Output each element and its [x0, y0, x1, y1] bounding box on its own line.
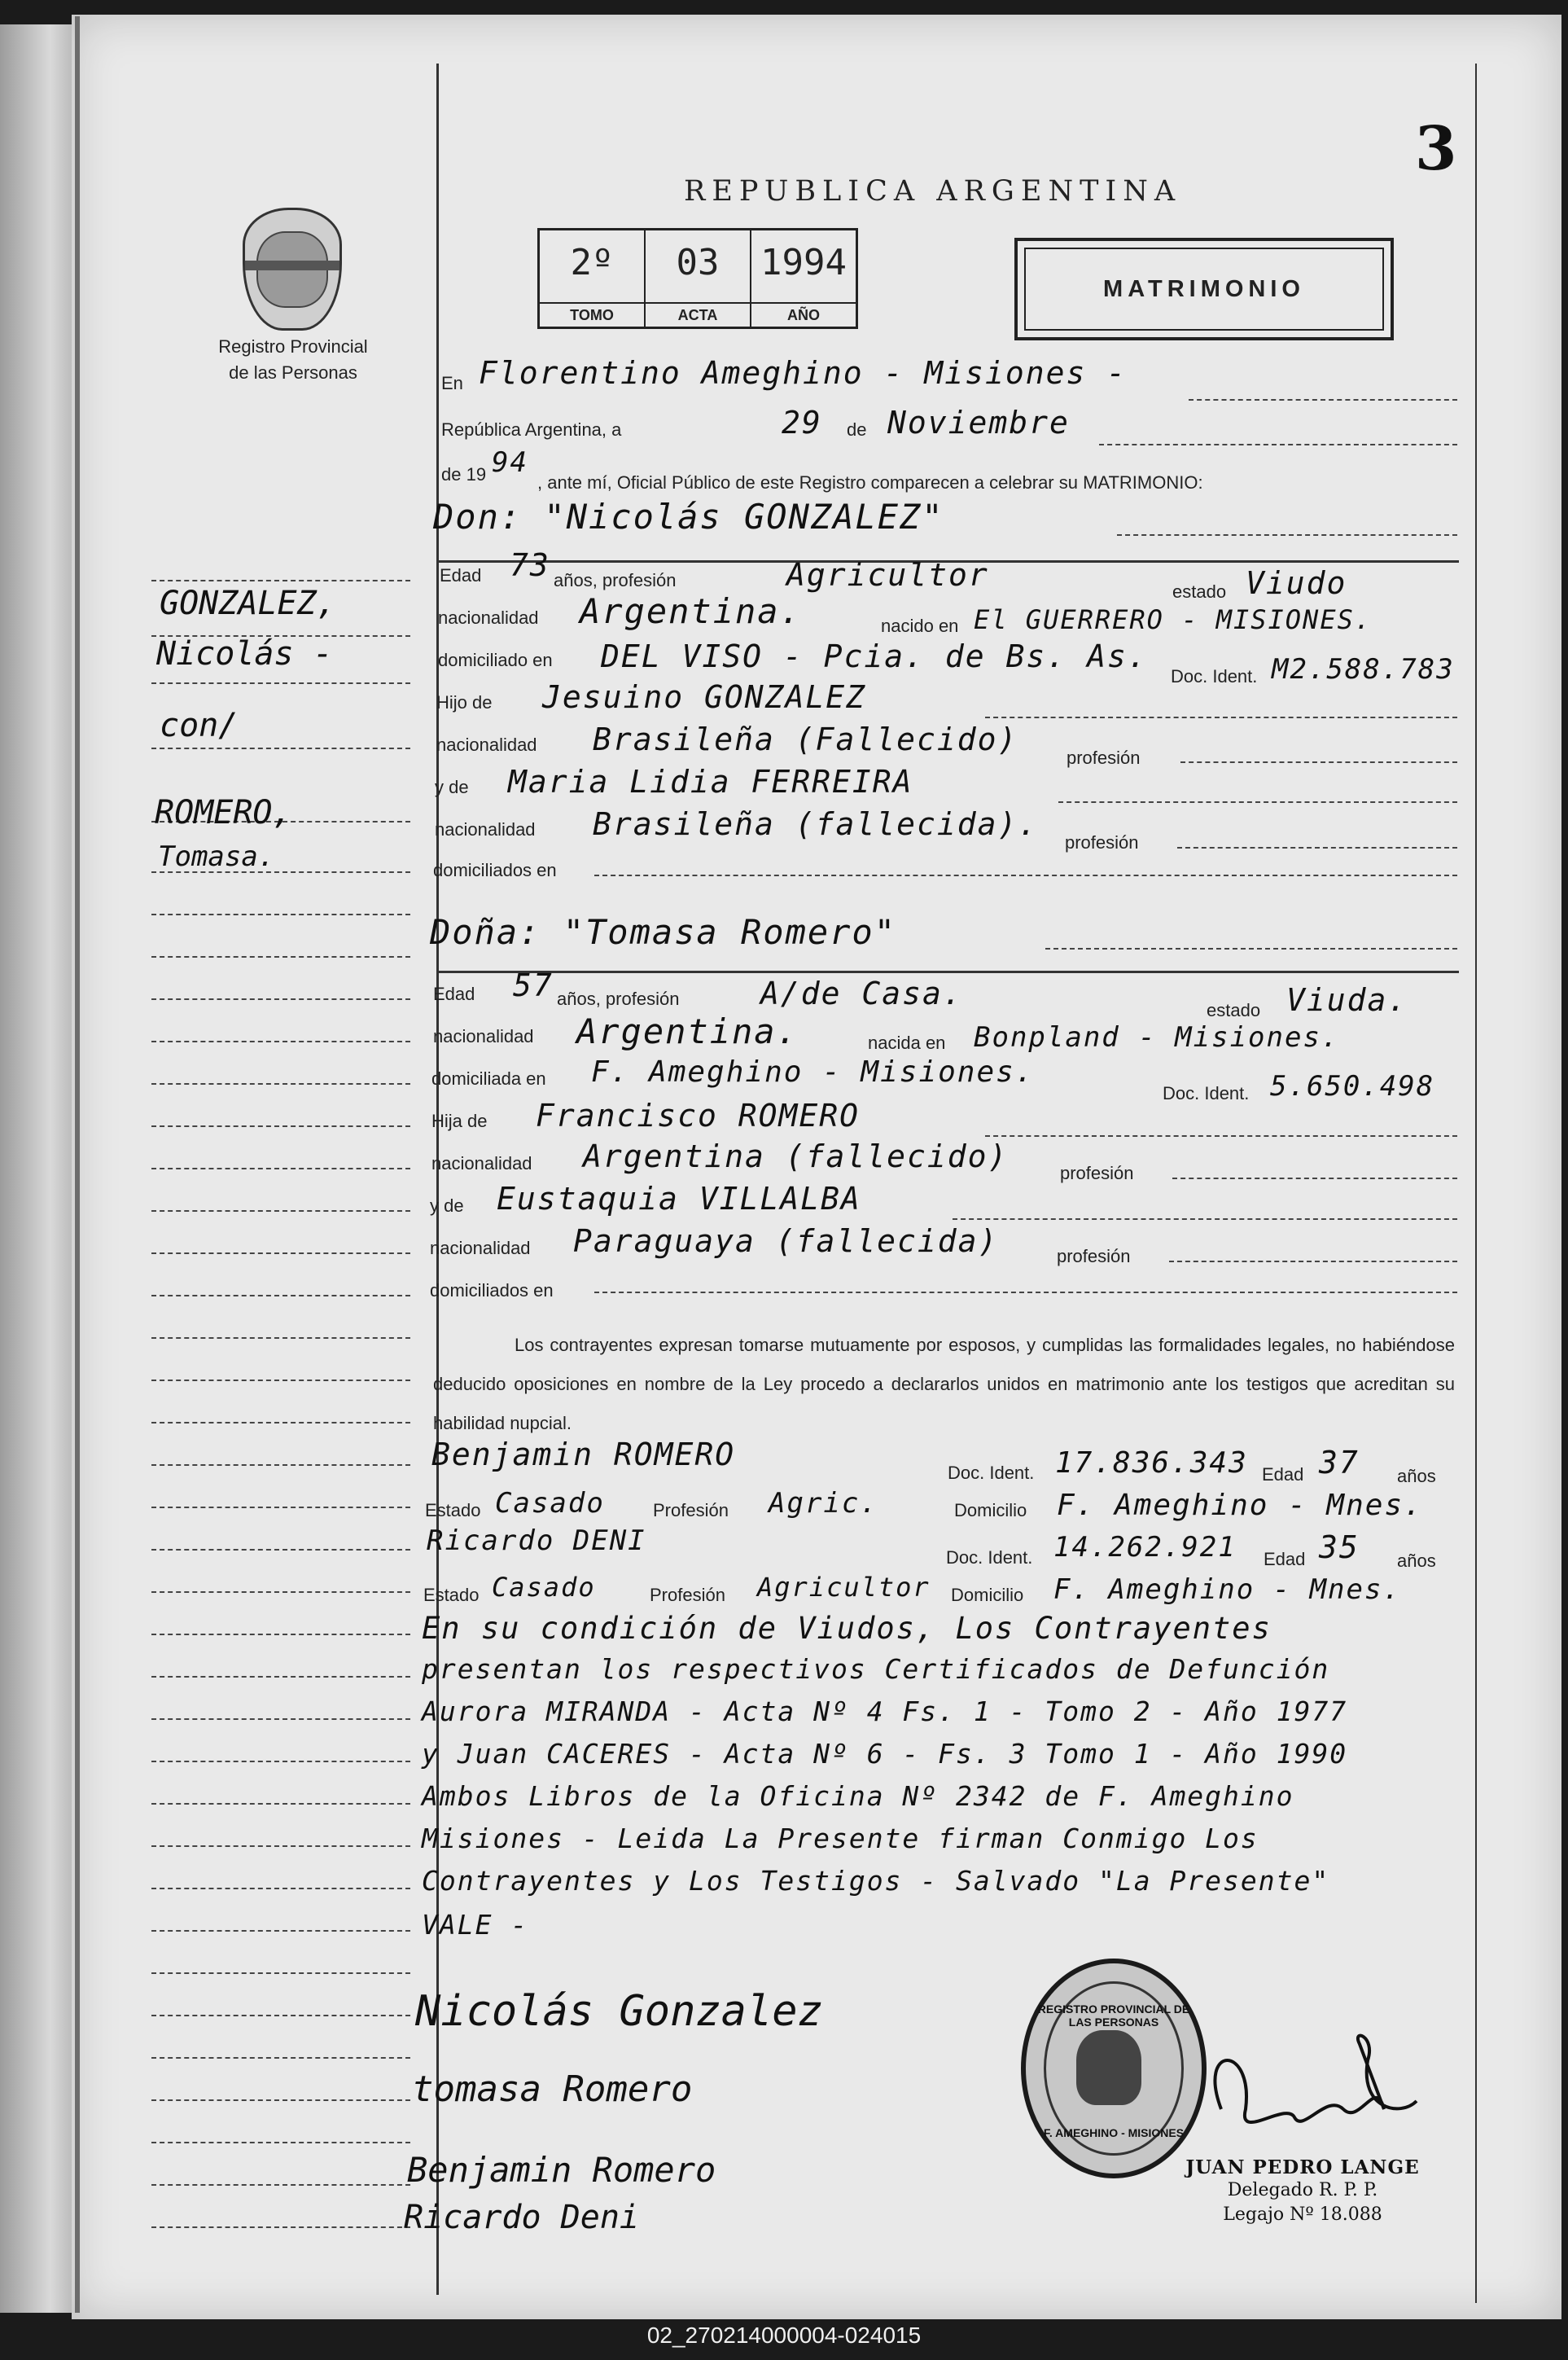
en-label: En: [441, 373, 463, 393]
intro-text: , ante mí, Oficial Público de este Registro comparecen a celebrar su MATRIMONIO:: [537, 472, 1203, 493]
bride-edad-label: Edad: [433, 984, 475, 1004]
registry-line-1: Registro Provincial: [218, 336, 368, 357]
acta-value: 03: [676, 242, 720, 283]
bride-madre: Eustaquia VILLALBA: [497, 1181, 861, 1217]
groom-estado-label: estado: [1172, 581, 1227, 602]
republica-label: República Argentina, a: [441, 419, 622, 440]
note-line: presentan los respectivos Certificados de Defunción: [422, 1653, 1330, 1685]
ano-caption: AÑO: [751, 302, 856, 327]
witness-2-estado: Casado: [492, 1572, 596, 1603]
groom-domicilio: DEL VISO - Pcia. de Bs. As.: [601, 638, 1148, 674]
witness-2-edad-label: Edad: [1264, 1549, 1306, 1569]
groom-estado: Viudo: [1246, 565, 1347, 601]
witness-1-name: Benjamin ROMERO: [431, 1437, 736, 1472]
signature-bride: tomasa Romero: [412, 2068, 693, 2110]
bride-yde-label: y de: [430, 1195, 464, 1216]
groom-nac-padre: Brasileña (Fallecido): [593, 722, 1018, 757]
witness-1-prof-label: Profesión: [653, 1500, 729, 1520]
witness-1-edad: 37: [1319, 1445, 1360, 1480]
fill-line: [1180, 761, 1457, 763]
bride-doc: 5.650.498: [1270, 1070, 1435, 1103]
witness-2-prof-label: Profesión: [650, 1585, 725, 1605]
fill-line: [1172, 1178, 1457, 1179]
right-rule: [1475, 64, 1477, 2303]
day-value: 29: [782, 405, 822, 441]
tomo-cell: [540, 230, 646, 327]
page-number: 3: [1415, 114, 1457, 184]
registry-line-2: de las Personas: [229, 362, 357, 383]
place-value: Florentino Ameghino - Misiones -: [479, 355, 1128, 391]
bride-estado-label: estado: [1207, 1000, 1261, 1020]
acta-caption: ACTA: [646, 302, 750, 327]
bride-nac-padre: Argentina (fallecido): [583, 1138, 1009, 1174]
fill-line: [1177, 847, 1457, 849]
file-caption: 02_270214000004-024015: [646, 2323, 922, 2348]
witness-1-anos: años: [1397, 1466, 1436, 1486]
groom-madre: Maria Lidia FERREIRA: [508, 764, 913, 800]
witness-1-estado: Casado: [495, 1487, 605, 1520]
signature-witness-2: Ricardo Deni: [404, 2199, 639, 2236]
witness-2-doc: 14.262.921: [1053, 1531, 1237, 1564]
doc-type-label: MATRIMONIO: [1103, 275, 1305, 302]
bride-nacida: Bonpland - Misiones.: [974, 1021, 1340, 1054]
registry-name: [147, 334, 440, 386]
doc-type-box: [1014, 238, 1394, 340]
bride-doc-label: Doc. Ident.: [1163, 1083, 1250, 1103]
acta-box: [537, 228, 858, 329]
fill-line: [594, 875, 1457, 876]
binding-spine: [75, 16, 80, 2313]
official-role: Delegado R. P. P.: [1227, 2180, 1378, 2200]
groom-nac-padre-label: nacionalidad: [436, 735, 537, 755]
groom-prof-madre-label: profesión: [1065, 832, 1139, 853]
facing-page-edge: [0, 24, 72, 2313]
bride-padre: Francisco ROMERO: [536, 1098, 861, 1134]
bride-estado: Viuda.: [1286, 982, 1408, 1018]
bride-profesion: A/de Casa.: [760, 976, 963, 1011]
witness-1-domic-label: Domicilio: [954, 1500, 1027, 1520]
witness-1-doc: 17.836.343: [1055, 1446, 1248, 1480]
fill-line: [1117, 534, 1457, 536]
fill-line: [1189, 399, 1457, 401]
bride-domics-label: domiciliados en: [430, 1280, 554, 1301]
acta-cell: [646, 230, 751, 327]
witness-1-doc-label: Doc. Ident.: [948, 1463, 1035, 1483]
bride-nacionalidad: Argentina.: [576, 1011, 799, 1051]
margin-surname-2: ROMERO,: [155, 794, 292, 831]
official-legajo: Legajo Nº 18.088: [1223, 2204, 1382, 2225]
year-prefix: de 19: [441, 464, 487, 485]
bride-nac-madre-label: nacionalidad: [430, 1238, 531, 1258]
margin-name-1: Nicolás -: [156, 635, 333, 673]
groom-heading: Don: "Nicolás GONZALEZ": [433, 497, 944, 537]
witness-1-estado-label: Estado: [425, 1500, 481, 1520]
fill-line: [985, 717, 1457, 718]
fill-line: [985, 1135, 1457, 1137]
fill-line: [594, 1292, 1457, 1293]
margin-surname-1: GONZALEZ,: [160, 585, 336, 622]
groom-edad-label: Edad: [440, 565, 482, 586]
note-line: Contrayentes y Los Testigos - Salvado "La Presente": [422, 1865, 1330, 1897]
official-block: [1180, 2156, 1425, 2227]
margin-con: con/: [160, 707, 239, 744]
bride-prof-madre-label: profesión: [1057, 1246, 1131, 1266]
bride-hija-label: Hija de: [431, 1111, 488, 1131]
bride-prof-padre-label: profesión: [1060, 1163, 1134, 1183]
groom-profesion: Agricultor: [786, 557, 989, 593]
signature-groom: Nicolás Gonzalez: [415, 1987, 823, 2036]
groom-nacionalidad: Argentina.: [580, 591, 802, 631]
tomo-value: 2º: [570, 242, 614, 283]
fill-line: [1058, 801, 1457, 803]
note-line: En su condición de Viudos, Los Contrayentes: [422, 1611, 1272, 1646]
groom-dom-label: domiciliado en: [438, 650, 553, 670]
witness-2-name: Ricardo DENI: [427, 1524, 646, 1557]
groom-nac-madre-label: nacionalidad: [435, 819, 536, 840]
groom-nacido: El GUERRERO - MISIONES.: [974, 604, 1373, 635]
groom-edad: 73: [510, 547, 550, 583]
bride-dom-label: domiciliada en: [431, 1068, 546, 1089]
groom-domics-label: domiciliados en: [433, 860, 557, 880]
witness-2-estado-label: Estado: [423, 1585, 480, 1605]
declaration-body: Los contrayentes expresan tomarse mutuamente por esposos, y cumplidas las formalidades legales, no habiéndose deducido oposiciones en nombre de la Ley procedo a declararlos unidos en matrimonio ante los testigos que acreditan su habilidad nupcial.: [433, 1335, 1455, 1433]
bride-nac-padre-label: nacionalidad: [431, 1153, 532, 1173]
witness-2-edad: 35: [1319, 1529, 1360, 1565]
witness-2-anos: años: [1397, 1551, 1436, 1571]
bride-prof-label: años, profesión: [557, 989, 680, 1009]
witness-2-domic-label: Domicilio: [951, 1585, 1024, 1605]
groom-doc-label: Doc. Ident.: [1171, 666, 1258, 687]
signature-witness-1: Benjamin Romero: [407, 2150, 716, 2190]
fill-line: [1045, 948, 1457, 950]
section-rule: [436, 971, 1459, 973]
margin-name-2: Tomasa.: [158, 840, 275, 873]
note-line: Misiones - Leida La Presente firman Conmigo Los: [422, 1823, 1259, 1854]
ano-cell: [751, 230, 856, 327]
month-value: Noviembre: [887, 405, 1070, 441]
de-label: de: [847, 419, 867, 440]
groom-prof-label: años, profesión: [554, 570, 677, 590]
groom-doc: M2.588.783: [1272, 653, 1455, 686]
note-line: Ambos Libros de la Oficina Nº 2342 de F. Ameghino: [422, 1780, 1294, 1812]
note-line: VALE -: [422, 1909, 529, 1941]
tomo-caption: TOMO: [540, 302, 644, 327]
fill-line: [953, 1218, 1457, 1220]
witness-1-edad-label: Edad: [1262, 1464, 1304, 1485]
groom-yde-label: y de: [435, 777, 469, 797]
official-signature-icon: [1189, 2011, 1433, 2158]
groom-prof-padre-label: profesión: [1067, 748, 1141, 768]
witness-1-profesion: Agric.: [769, 1487, 878, 1520]
seal-bottom-text: F. AMEGHINO - MISIONES: [1043, 2126, 1185, 2139]
seal-top-text: REGISTRO PROVINCIAL DE LAS PERSONAS: [1037, 2002, 1190, 2029]
bride-edad: 57: [513, 967, 554, 1003]
provincial-emblem-icon: [243, 208, 342, 331]
groom-nac-madre: Brasileña (fallecida).: [593, 806, 1039, 842]
fill-line: [1169, 1261, 1457, 1262]
margin-rule: [436, 64, 439, 2295]
bride-nac-label: nacionalidad: [433, 1026, 534, 1046]
note-line: y Juan CACERES - Acta Nº 6 - Fs. 3 Tomo 1 - Año 1990: [422, 1738, 1348, 1770]
witness-2-domicilio: F. Ameghino - Mnes.: [1053, 1573, 1401, 1606]
year-suffix: 94: [492, 446, 528, 479]
note-line: Aurora MIRANDA - Acta Nº 4 Fs. 1 - Tomo 2 - Año 1977: [422, 1695, 1348, 1727]
witness-2-doc-label: Doc. Ident.: [946, 1547, 1033, 1568]
bride-domicilio: F. Ameghino - Misiones.: [591, 1055, 1035, 1089]
witness-1-domicilio: F. Ameghino - Mnes.: [1057, 1489, 1423, 1522]
page-title: REPUBLICA ARGENTINA: [684, 175, 1182, 208]
declaration-text: [433, 1326, 1455, 1443]
fill-line: [1099, 444, 1457, 445]
bride-nac-madre: Paraguaya (fallecida): [573, 1223, 999, 1259]
witness-2-profesion: Agricultor: [757, 1572, 931, 1603]
groom-padre: Jesuino GONZALEZ: [542, 679, 867, 715]
bride-nacida-label: nacida en: [868, 1033, 946, 1053]
bride-heading: Doña: "Tomasa Romero": [430, 912, 897, 952]
groom-hijo-label: Hijo de: [436, 692, 493, 713]
official-name: JUAN PEDRO LANGE: [1185, 2156, 1420, 2178]
ano-value: 1994: [760, 242, 847, 283]
groom-nacido-label: nacido en: [881, 616, 959, 636]
groom-nac-label: nacionalidad: [438, 608, 539, 628]
official-seal-icon: [1021, 1959, 1207, 2178]
